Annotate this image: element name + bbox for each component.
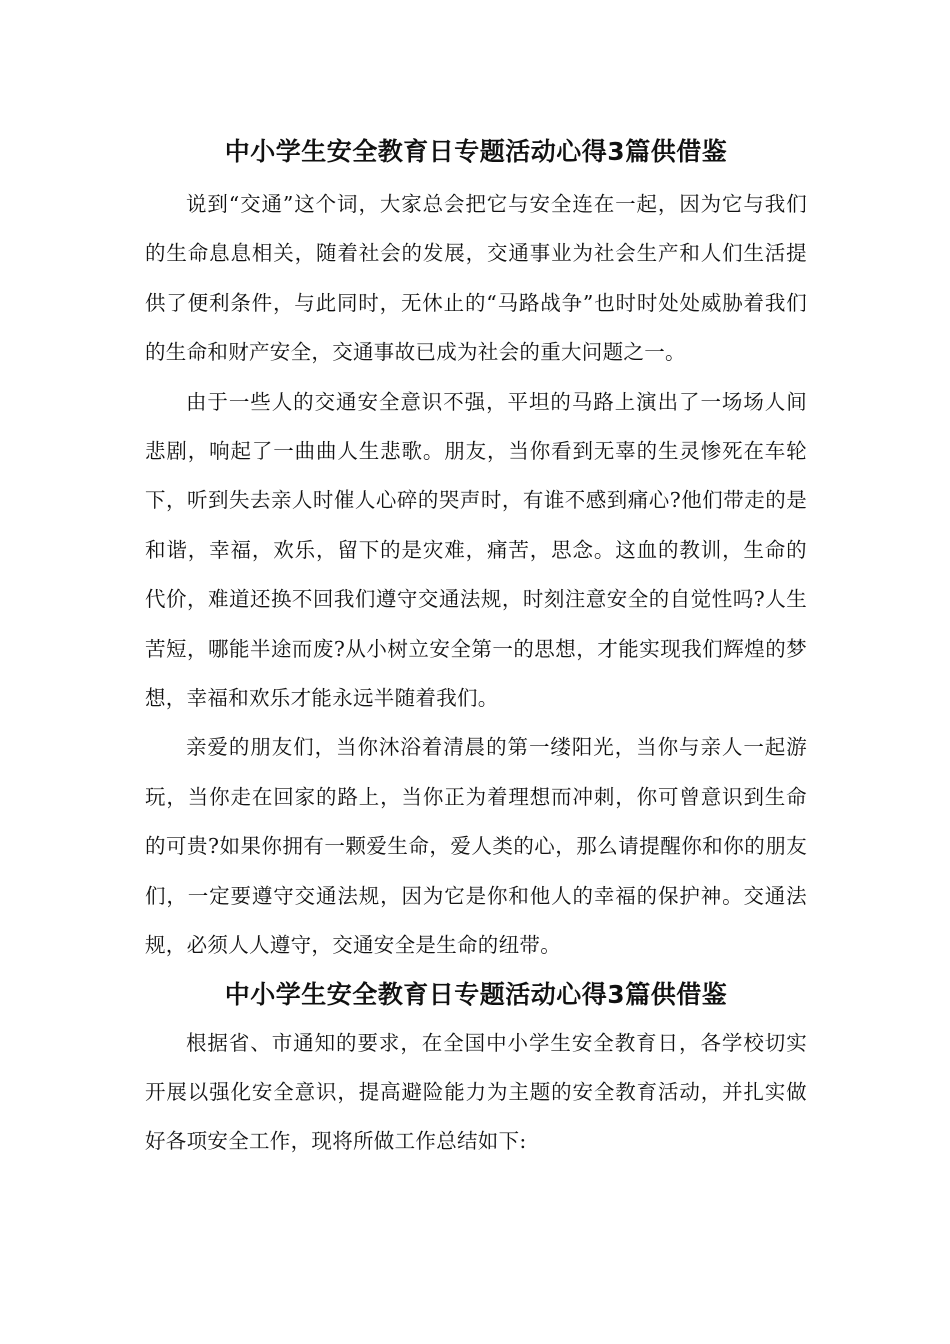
- document-page: [145, 128, 807, 1167]
- section-1-paragraph-3: 亲爱的朋友们，当你沐浴着清晨的第一缕阳光，当你与亲人一起游玩，当你走在回家的路上，当你正为着理想而冲刺，你可曾意识到生命的可贵?如果你拥有一颗爱生命，爱人类的心，那么请提醒你和你的朋友们，一定要遵守交通法规，因为它是你和他人的幸福的保护神。交通法规，必须人人遵守，交通安全是生命的纽带。: [145, 735, 807, 958]
- section-1-paragraph-1: 说到“交通”这个词，大家总会把它与安全连在一起，因为它与我们的生命息息相关，随着社会的发展，交通事业为社会生产和人们生活提供了便利条件，与此同时，无休止的“马路战争”也时时处处威胁着我们的生命和财产安全，交通事故已成为社会的重大问题之一。: [145, 192, 807, 365]
- section-2-paragraph-1: 根据省、市通知的要求，在全国中小学生安全教育日，各学校切实开展以强化安全意识，提高避险能力为主题的安全教育活动，并扎实做好各项安全工作，现将所做工作总结如下:: [145, 1030, 807, 1154]
- section-2-title: 中小学生安全教育日专题活动心得3篇供借鉴: [224, 979, 728, 1009]
- section-1: [145, 128, 807, 971]
- section-1-paragraph-2: 由于一些人的交通安全意识不强，平坦的马路上演出了一场场人间悲剧，响起了一曲曲人生悲歌。朋友，当你看到无辜的生灵惨死在车轮下，听到失去亲人时催人心碎的哭声时，有谁不感到痛心?他们带走的是和谐，幸福，欢乐，留下的是灾难，痛苦，思念。这血的教训，生命的代价，难道还换不回我们遵守交通法规，时刻注意安全的自觉性吗?人生苦短，哪能半途而废?从小树立安全第一的思想，才能实现我们辉煌的梦想，幸福和欢乐才能永远半随着我们。: [145, 389, 807, 711]
- section-1-title: 中小学生安全教育日专题活动心得3篇供借鉴: [224, 137, 728, 166]
- section-2: [145, 971, 807, 1167]
